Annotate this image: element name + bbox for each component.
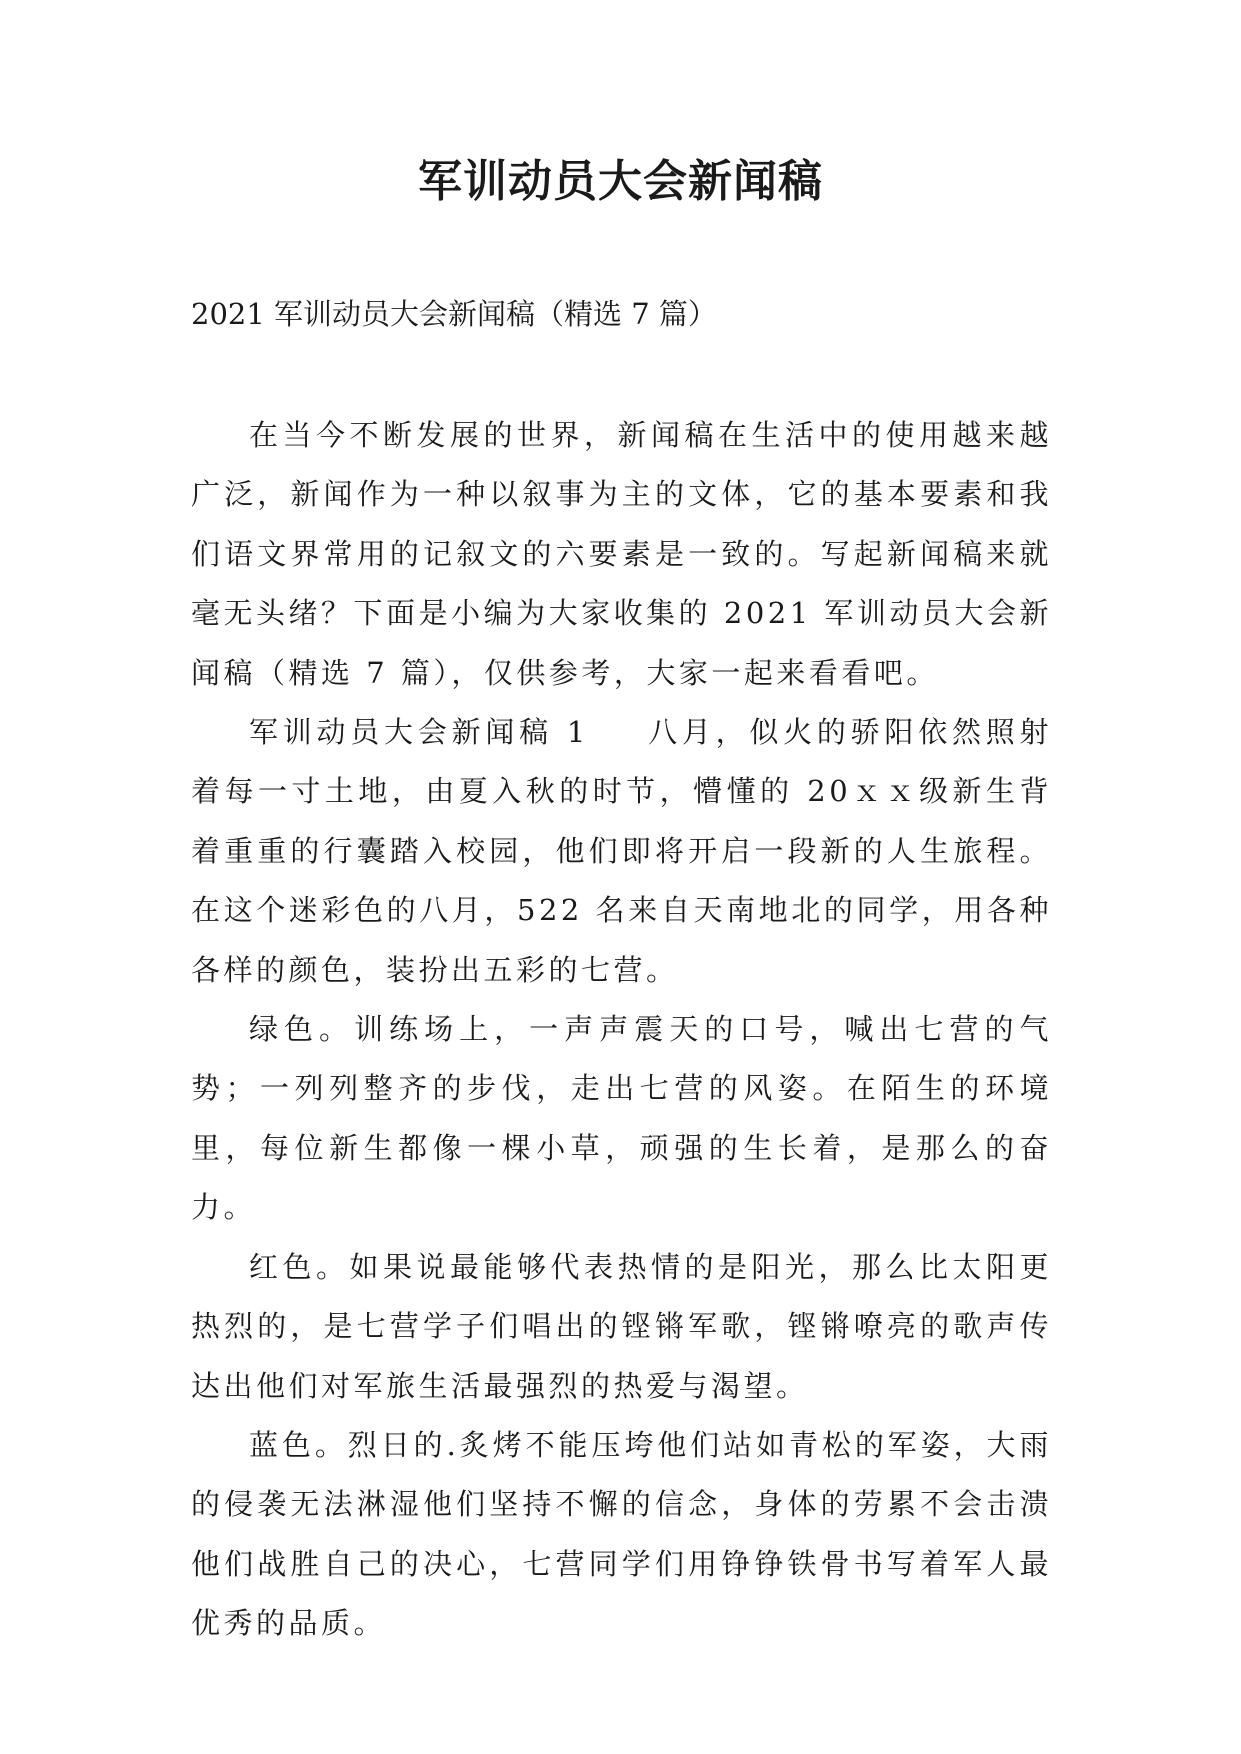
document-subtitle: 2021 军训动员大会新闻稿（精选 7 篇） [191,297,717,331]
article-1-heading: 军训动员大会新闻稿 1 [249,715,589,750]
document-body [191,406,1052,1654]
article-1-text: 八月，似火的骄阳依然照射着每一寸土地，由夏入秋的时节，懵懂的 20ｘｘ级新生背着重重的行囊踏入校园，他们即将开启一段新的人生旅程。在这个迷彩色的八月，522 名来自天南地北的同学，用各种各样的颜色，装扮出五彩的七营。 [191,715,1052,987]
intro-text: 在当今不断发展的世界，新闻稿在生活中的使用越来越广泛，新闻作为一种以叙事为主的文体，它的基本要素和我们语文界常用的记叙文的六要素是一致的。写起新闻稿来就毫无头绪？下面是小编为大家收集的 2021 军训动员大会新闻稿（精选 7 篇），仅供参考，大家一起来看看吧。 [191,418,1052,690]
blue-text: 蓝色。烈日的.炙烤不能压垮他们站如青松的军姿，大雨的侵袭无法淋湿他们坚持不懈的信念，身体的劳累不会击溃他们战胜自己的决心，七营同学们用铮铮铁骨书写着军人最优秀的品质。 [191,1427,1052,1641]
document-title: 军训动员大会新闻稿 [418,156,823,207]
red-paragraph [191,1238,1052,1416]
intro-paragraph [191,406,1052,703]
green-paragraph [191,1000,1052,1238]
article-1-paragraph [191,703,1052,1000]
blue-paragraph [191,1416,1052,1654]
red-text: 红色。如果说最能够代表热情的是阳光，那么比太阳更热烈的，是七营学子们唱出的铿锵军歌，铿锵嘹亮的歌声传达出他们对军旅生活最强烈的热爱与渴望。 [191,1249,1052,1403]
green-text: 绿色。训练场上，一声声震天的口号，喊出七营的气势；一列列整齐的步伐，走出七营的风姿。在陌生的环境里，每位新生都像一棵小草，顽强的生长着，是那么的奋力。 [191,1012,1052,1225]
